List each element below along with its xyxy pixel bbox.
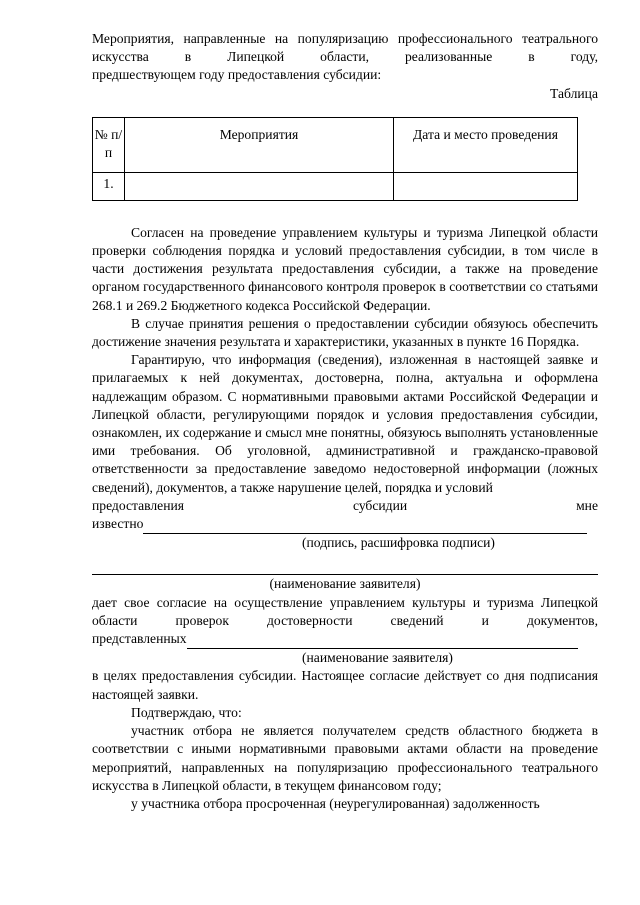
table-cell-date-place bbox=[394, 172, 578, 200]
table-label: Таблица bbox=[550, 85, 598, 101]
signature-caption: (подпись, расшифровка подписи) bbox=[302, 535, 495, 551]
paragraph-participant-2: у участника отбора просроченная (неурегулированная) задолженность bbox=[131, 795, 540, 811]
submitted-line bbox=[92, 630, 598, 649]
signature-line bbox=[92, 515, 598, 534]
paragraph-obligation: В случае принятия решения о предоставлении субсидии обязуюсь обеспечить достижение значения результата и характеристики, указанных в пункте 16 Порядка. bbox=[92, 315, 598, 350]
header-events: Мероприятия bbox=[125, 117, 394, 172]
paragraph-agree: дает свое согласие на осуществление управлением культуры и туризма Липецкой области проверок достоверности сведений и документов, bbox=[92, 594, 598, 628]
signature-blank[interactable] bbox=[143, 515, 587, 534]
paragraph-confirm: Подтверждаю, что: bbox=[131, 704, 242, 720]
table-cell-event bbox=[125, 172, 394, 200]
intro-text: Мероприятия, направленные на популяризацию профессионального театрального искусства в Липецкой области, реализованные в году, bbox=[92, 31, 598, 65]
header-date-place: Дата и место проведения bbox=[394, 117, 578, 172]
table-header-row bbox=[93, 117, 578, 172]
table-cell-number: 1. bbox=[93, 172, 125, 200]
paragraph-purpose: в целях предоставления субсидии. Настоящее согласие действует со дня подписания настоящей заявки. bbox=[92, 668, 598, 702]
events-table bbox=[92, 117, 578, 201]
known-word: известно bbox=[92, 516, 144, 532]
document-page bbox=[92, 30, 598, 813]
submitted-word: представленных bbox=[92, 631, 187, 647]
paragraph-consent: Согласен на проведение управлением культуры и туризма Липецкой области проверки соблюдения порядка и условий предоставления субсидии, в том числе в части достижения результата предоставления субсидии, а также на проведение органом государственного финансового контроля проверок в соответствии со статьями 268.1 и 269.2 Бюджетного кодекса Российской Федерации. bbox=[92, 224, 598, 313]
intro-text-end: предшествующем году предоставления субсидии: bbox=[92, 67, 382, 83]
header-number: № п/п bbox=[93, 117, 125, 172]
applicant-caption-2: (наименование заявителя) bbox=[302, 650, 453, 666]
paragraph-participant-1: участник отбора не является получателем средств областного бюджета в соответствии с иными нормативными правовыми актами области на проведение мероприятий, направленных на популяризацию профессионального театрального искусства в Липецкой области, в текущем финансовом году; bbox=[92, 723, 598, 793]
table-row bbox=[93, 172, 578, 200]
submitted-by-blank[interactable] bbox=[187, 630, 578, 649]
applicant-name-blank[interactable] bbox=[92, 552, 598, 575]
paragraph-guarantee-end: предоставления субсидии мне bbox=[92, 497, 598, 513]
paragraph-guarantee: Гарантирую, что информация (сведения), изложенная в настоящей заявке и прилагаемых к ней документах, достоверна, полна, актуальна и оформлена надлежащим образом. С нормативными правовыми актами Российской Федерации и Липецкой области, регулирующими порядок и условия предоставления субсидии, ознакомлен, их содержание и смысл мне понятны, обязуюсь выполнять установленные ими требования. Об уголовной, административной и гражданско-правовой ответственности за предоставление заведомо недостоверной информации (ложных сведений), документов, а также нарушение целей, порядка и условий bbox=[92, 352, 598, 495]
applicant-caption: (наименование заявителя) bbox=[269, 576, 421, 592]
